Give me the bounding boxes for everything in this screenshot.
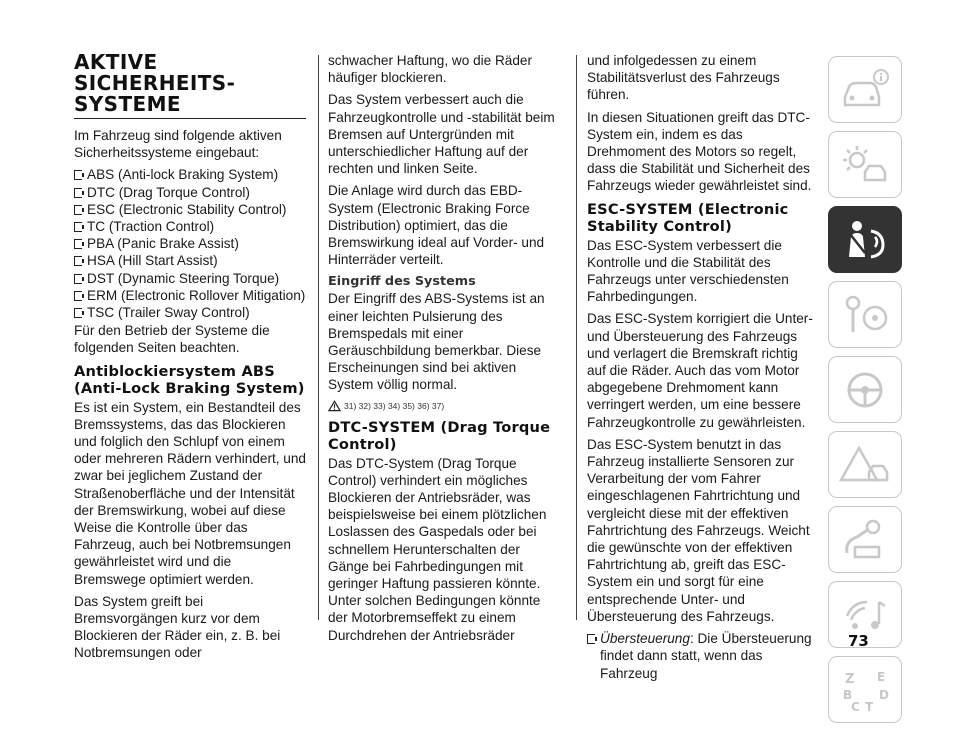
column-1 [74, 52, 306, 667]
tab-safety[interactable] [828, 206, 902, 273]
body-paragraph: Das ESC-System benutzt in das Fahrzeug installierte Sensoren zur Verarbeitung der vom Fahrer eingeschlagenen Fahrtrichtung und vergleicht diese mit der effektiven Fahrtrichtung des Fahrzeugs. Weicht die gewünschte von der effektiven Fahrtrichtung ab, greift das ESC-System ein und sorgt für eine entsprechende Unter- und Übersteuerung des Fahrzeugs. [587, 436, 810, 624]
column-2 [328, 52, 562, 649]
list-item: TC (Traction Control) [74, 218, 306, 235]
abs-paragraph: Das System greift bei Bremsvorgängen kurz vor dem Blockieren der Räder ein, z. B. bei Notbremsungen oder [74, 593, 281, 661]
dtc-heading: DTC-SYSTEM (Drag Torque Control) [328, 418, 551, 453]
systems-list [74, 166, 306, 321]
abs-heading: Antiblockiersystem ABS (Anti-Lock Braking System) [74, 362, 305, 397]
column-divider [576, 55, 577, 620]
bullet-icon [587, 634, 595, 644]
body-paragraph: schwacher Haftung, wo die Räder häufiger blockieren. [328, 53, 533, 86]
title-rule [74, 118, 306, 119]
body-paragraph: Das ESC-System verbessert die Kontrolle und die Stabilität des Fahrzeugs unter verschiedensten Fahrbedingungen. [587, 237, 789, 305]
list-item: ABS (Anti-lock Braking System) [74, 166, 306, 183]
body-paragraph: Die Anlage wird durch das EBD-System (Electronic Braking Force Distribution) optimiert, das die Bremswirkung ideal auf Vorder- und Hinterräder verteilt. [328, 183, 545, 268]
index-letter: D [879, 687, 889, 702]
index-letters-icon [839, 667, 891, 713]
body-paragraph: Das DTC-System (Drag Torque Control) verhindert ein mögliches Blockieren der Antriebsräder, was beispielsweise bei einem plötzlichen Loslassen des Gaspedals oder bei schnellem Herunterschalten der Gänge bei Fahrbedingungen mit geringer Haftung passieren könnte. Unter solchen Bedingungen könnte der Motorbremseffekt zu einem Durchdrehen der Antriebsräder [328, 455, 547, 643]
list-item: HSA (Hill Start Assist) [74, 252, 306, 269]
key-wrench-icon [839, 292, 891, 338]
bullet-icon [74, 308, 82, 318]
tab-maintenance[interactable] [828, 506, 902, 573]
body-paragraph: Das System verbessert auch die Fahrzeugkontrolle und -stabilität beim Bremsen auf Untergründen mit unterschiedlicher Haftung auf der rechten und linken Seite. [328, 92, 555, 177]
outro-text: Für den Betrieb der Systeme die folgenden Seiten beachten. [74, 323, 270, 356]
bullet-icon [74, 222, 82, 232]
column-3 [587, 52, 817, 682]
list-item: Übersteuerung: Die Übersteuerung findet dann statt, wenn das Fahrzeug [587, 630, 817, 682]
bullet-icon [74, 170, 82, 180]
body-paragraph: und infolgedessen zu einem Stabilitätsverlust des Fahrzeugs führen. [587, 53, 780, 103]
bullet-icon [74, 188, 82, 198]
list-item: ERM (Electronic Rollover Mitigation) [74, 287, 306, 304]
eingriff-heading: Eingriff des Systems [328, 274, 476, 290]
tab-emergency[interactable] [828, 431, 902, 498]
bullet-icon [74, 274, 82, 284]
esc-heading: ESC-SYSTEM (Electronic Stability Control) [587, 200, 789, 235]
steering-wheel-icon [839, 367, 891, 413]
chapter-sidebar [828, 56, 902, 731]
column-divider [318, 55, 319, 620]
bullet-icon [74, 205, 82, 215]
body-paragraph: Der Eingriff des ABS-Systems ist an einer leichten Pulsierung des Bremspedals mit einer Geräuschbildung bemerkbar. Diese Erscheinungen sind bei aktiven System völlig normal. [328, 291, 545, 393]
dashboard-lights-icon [839, 142, 891, 188]
bullet-icon [74, 291, 82, 301]
index-letter: C [851, 699, 860, 713]
index-letter: B [843, 687, 853, 702]
warning-references: 31) 32) 33) 34) 35) 36) 37) [328, 399, 562, 413]
index-letter: E [877, 669, 886, 684]
bullet-icon [74, 239, 82, 249]
list-item: DTC (Drag Torque Control) [74, 184, 306, 201]
list-item: PBA (Panic Brake Assist) [74, 235, 306, 252]
warning-car-icon [839, 442, 891, 488]
tab-index[interactable] [828, 656, 902, 723]
index-letter: T [865, 699, 874, 713]
warning-triangle-icon [328, 400, 341, 412]
list-item: ESC (Electronic Stability Control) [74, 201, 306, 218]
tab-dashboard-lights[interactable] [828, 131, 902, 198]
intro-text: Im Fahrzeug sind folgende aktiven Sicherheitssysteme eingebaut: [74, 128, 282, 161]
tab-car-info[interactable] [828, 56, 902, 123]
abs-paragraph: Es ist ein System, ein Bestandteil des Bremssystems, das das Blockieren und folglich den Schlupf von einem oder mehreren Rädern verhindert, und zwar bei jeglichem Zustand der Straßenoberfläche und der Intensität der Bremswirkung, wobei auf diese Weise die Kontrolle über das Fahrzeug, auch bei Notbremsungen gewährleistet wird und die Bremswege optimiert werden. [74, 399, 306, 587]
tab-steering[interactable] [828, 356, 902, 423]
list-item: DST (Dynamic Steering Torque) [74, 270, 306, 287]
car-info-icon [839, 67, 891, 113]
maintenance-icon [839, 517, 891, 563]
page-title: AKTIVE SICHERHEITS-SYSTEME [74, 50, 236, 116]
body-paragraph: In diesen Situationen greift das DTC-System ein, indem es das Drehmoment des Motors so regelt, dass die Stabilität und Sicherheit des Fahrzeugs wieder gewährleistet sind. [587, 109, 812, 194]
media-music-icon [839, 592, 891, 638]
seatbelt-airbag-icon [839, 217, 891, 263]
bullet-icon [74, 256, 82, 266]
tab-starting-driving[interactable] [828, 281, 902, 348]
index-letter: Z [845, 671, 855, 687]
page-number: 73 [848, 632, 869, 650]
list-item: TSC (Trailer Sway Control) [74, 304, 306, 321]
body-paragraph: Das ESC-System korrigiert die Unter- und Übersteuerung des Fahrzeugs und verlagert die Bremskraft richtig auf die Räder. Auch das vom Motor abgegebene Drehmoment kann verringert werden, um eine bessere Fahrzeugkontrolle zu gewährleisten. [587, 311, 813, 430]
